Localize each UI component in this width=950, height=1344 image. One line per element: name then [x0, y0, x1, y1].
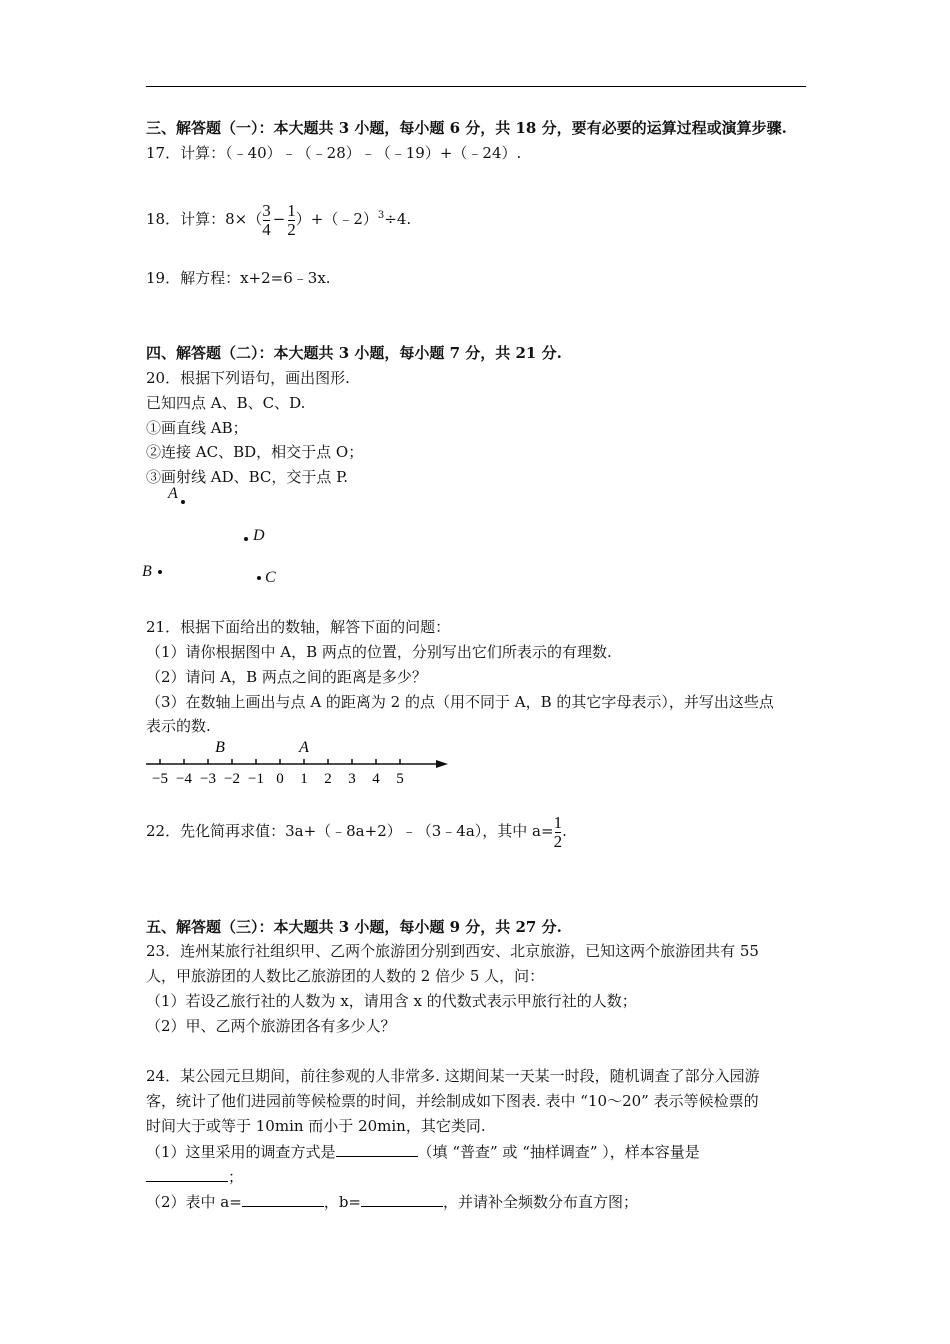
section-4-header: 四、解答题（二）：本大题共 3 小题，每小题 7 分，共 21 分.: [146, 344, 562, 362]
q18-fraction-3-4: [262, 202, 271, 239]
question-20-step-2: ②连接 AC、BD，相交于点 O；: [146, 443, 364, 461]
question-21-part-1: （1）请你根据图中 A，B 两点的位置，分别写出它们所表示的有理数.: [146, 643, 612, 661]
question-20-title: 20．根据下列语句，画出图形.: [146, 369, 350, 387]
point-d-label: D: [253, 527, 265, 544]
question-20-step-1: ①画直线 AB；: [146, 419, 248, 437]
number-line-tick-label: −2: [224, 771, 240, 787]
point-a-label: A: [168, 485, 178, 502]
point-d-dot: [244, 537, 248, 541]
number-line-tick-label: 3: [348, 771, 356, 787]
q18-frac2-numerator: 1: [287, 200, 296, 220]
q18-tail: ÷4.: [384, 210, 412, 228]
number-line-tick-label: 0: [276, 771, 284, 787]
number-line-arrow: [436, 760, 448, 768]
q22-end: .: [562, 822, 567, 840]
question-20-step-3: ③画射线 AD、BC，交于点 P.: [146, 468, 348, 486]
number-line-label-a: A: [299, 739, 309, 756]
number-line-label-b: B: [215, 739, 225, 756]
q18-exponent: 3: [377, 210, 385, 221]
number-line-tick-label: 4: [372, 771, 380, 787]
question-23-part-1: （1）若设乙旅行社的人数为 x，请用含 x 的代数式表示甲旅行社的人数；: [146, 992, 637, 1010]
q24-part-1-b: （填 “普查” 或 “抽样调查” ），样本容量是: [417, 1143, 700, 1161]
number-line-tick-label: 5: [396, 771, 404, 787]
question-23-part-2: （2）甲、乙两个旅游团各有多少人？: [146, 1017, 396, 1035]
point-b-label: B: [142, 563, 152, 580]
survey-method-blank[interactable]: [336, 1141, 418, 1157]
q24-part-1-a: （1）这里采用的调查方式是: [146, 1143, 336, 1161]
point-c-dot: [257, 576, 261, 580]
number-line-tick-label: −1: [248, 771, 264, 787]
question-24-part-2: [146, 1191, 638, 1212]
q24-part-2-b: ，b=: [323, 1193, 361, 1211]
question-18: [146, 197, 411, 239]
number-line-tick-label: 2: [324, 771, 332, 787]
q22-numerator: 1: [553, 812, 563, 832]
q18-fraction-1-2: [287, 202, 296, 239]
question-24-part-1: [146, 1141, 700, 1162]
b-value-blank[interactable]: [361, 1191, 443, 1207]
number-line-tick-label: −3: [200, 771, 216, 787]
q18-prefix: 18．计算：8×（: [146, 210, 263, 228]
q22-fraction-1-2: [554, 814, 563, 851]
number-line-tick-label: −4: [176, 771, 192, 787]
point-c-label: C: [265, 569, 276, 586]
question-21-part-3-cont: 表示的数.: [146, 717, 211, 735]
question-22: [146, 812, 567, 851]
number-line: [140, 736, 460, 788]
a-value-blank[interactable]: [242, 1191, 324, 1207]
q18-frac1-denominator: 4: [262, 219, 271, 239]
question-24-line-2: 客，统计了他们进园前等候检票的时间，并绘制成如下图表. 表中 “10～20” 表示等候检票的: [146, 1092, 759, 1110]
section-3-header: 三、解答题（一）：本大题共 3 小题，每小题 6 分，共 18 分，要有必要的运算过程或演算步骤.: [146, 119, 787, 137]
question-21-part-3: （3）在数轴上画出与点 A 的距离为 2 的点（用不同于 A，B 的其它字母表示），并写出这些点: [146, 693, 774, 711]
point-b-dot: [158, 570, 162, 574]
point-a-dot: [181, 500, 185, 504]
header-rule: [146, 86, 806, 87]
q22-denominator: 2: [553, 831, 563, 851]
q18-minus: −: [272, 210, 286, 228]
q18-frac1-numerator: 3: [262, 200, 271, 220]
question-23-line-1: 23．连州某旅行社组织甲、乙两个旅游团分别到西安、北京旅游，已知这两个旅游团共有 55: [146, 942, 759, 960]
question-23-line-2: 人，甲旅游团的人数比乙旅游团的人数的 2 倍少 5 人，问：: [146, 967, 545, 985]
section-5-header: 五、解答题（三）：本大题共 3 小题，每小题 9 分，共 27 分.: [146, 918, 562, 936]
question-24-part-1-cont: [146, 1166, 243, 1187]
number-line-tick-label: −5: [152, 771, 168, 787]
sample-size-blank[interactable]: [146, 1166, 228, 1182]
q22-text: 22．先化简再求值：3a+（﹣8a+2）﹣（3﹣4a），其中 a=: [146, 822, 554, 840]
q18-suffix: ）+（﹣2）: [295, 210, 378, 228]
question-24-line-1: 24．某公园元旦期间，前往参观的人非常多. 这期间某一天某一时段，随机调查了部分入园游: [146, 1067, 760, 1085]
q24-part-1-c: ；: [228, 1168, 244, 1186]
question-24-line-3: 时间大于或等于 10min 而小于 20min，其它类同.: [146, 1117, 486, 1135]
question-21-part-2: （2）请问 A，B 两点之间的距离是多少？: [146, 668, 427, 686]
question-21-title: 21．根据下面给出的数轴，解答下面的问题：: [146, 618, 451, 636]
question-20-given: 已知四点 A、B、C、D.: [146, 394, 306, 412]
q24-part-2-c: ，并请补全频数分布直方图；: [443, 1193, 639, 1211]
q18-frac2-denominator: 2: [287, 219, 296, 239]
question-19: 19．解方程：x+2=6﹣3x.: [146, 269, 331, 287]
question-17: 17．计算：（﹣40）﹣（﹣28）﹣（﹣19）+（﹣24）.: [146, 144, 522, 162]
number-line-tick-label: 1: [300, 771, 308, 787]
q24-part-2-a: （2）表中 a=: [146, 1193, 242, 1211]
